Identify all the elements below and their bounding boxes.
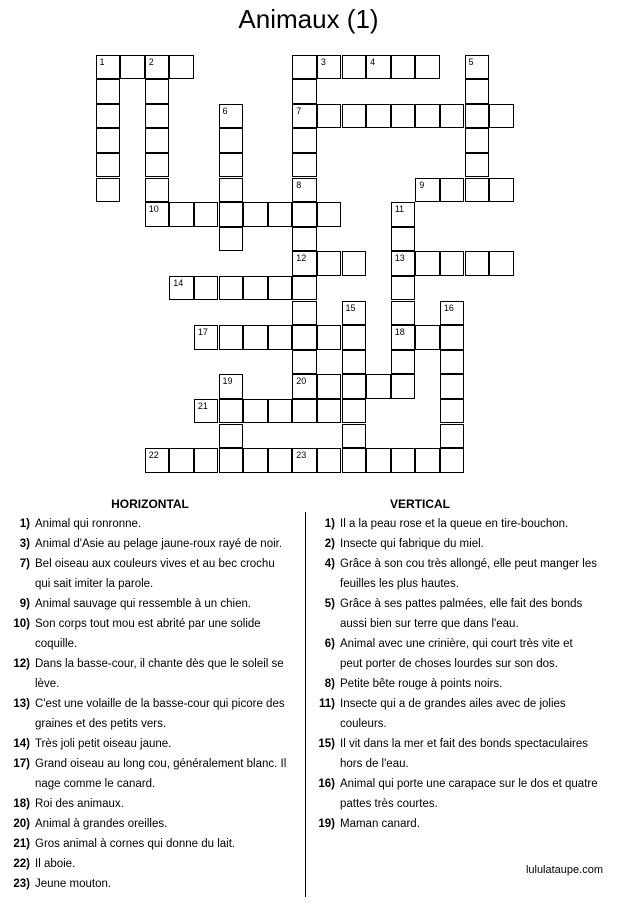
grid-cell[interactable] — [194, 276, 219, 301]
grid-cell[interactable] — [391, 55, 416, 80]
grid-cell[interactable] — [489, 251, 514, 276]
grid-number: 16 — [443, 302, 454, 313]
clue-number: 18) — [13, 798, 30, 810]
clue — [0, 814, 270, 834]
clue — [0, 794, 270, 814]
clue-text: Insecte qui a de grandes ailes avec de jolies — [340, 698, 566, 710]
clue-number: 17) — [13, 758, 30, 770]
clue-number: 16) — [318, 778, 335, 790]
grid-cell[interactable] — [219, 276, 244, 301]
clue — [305, 534, 610, 554]
grid-cell[interactable] — [440, 104, 465, 129]
grid-cell[interactable] — [391, 251, 416, 276]
grid-cell[interactable] — [317, 325, 342, 350]
grid-cell[interactable] — [489, 178, 514, 203]
grid-number: 6 — [222, 105, 228, 116]
grid-cell[interactable] — [243, 448, 268, 473]
grid-number: 5 — [468, 56, 474, 67]
clue-text: peut porter de choses lourdes sur son dos. — [340, 658, 558, 670]
grid-cell[interactable] — [292, 276, 317, 301]
grid-cell[interactable] — [292, 178, 317, 203]
grid-cell[interactable] — [120, 55, 145, 80]
grid-number: 21 — [197, 400, 208, 411]
grid-cell[interactable] — [145, 128, 170, 153]
grid-cell[interactable] — [169, 448, 194, 473]
clue — [305, 814, 610, 834]
clue — [305, 594, 610, 634]
grid-cell[interactable] — [342, 374, 367, 399]
clue-text: hors de l'eau. — [340, 758, 409, 770]
grid-cell[interactable] — [219, 374, 244, 399]
grid-cell[interactable] — [465, 178, 490, 203]
grid-cell[interactable] — [194, 325, 219, 350]
grid-cell[interactable] — [391, 301, 416, 326]
clue-text: Petite bête rouge à points noirs. — [340, 678, 503, 690]
clue-text: coquille. — [35, 638, 78, 650]
grid-cell[interactable] — [292, 301, 317, 326]
grid-cell[interactable] — [243, 399, 268, 424]
grid-number: 8 — [296, 179, 302, 190]
clue-number: 6) — [324, 638, 335, 650]
grid-cell[interactable] — [317, 374, 342, 399]
grid-cell[interactable] — [317, 399, 342, 424]
clue-text: Animal à grandes oreilles. — [35, 818, 168, 830]
grid-cell[interactable] — [342, 350, 367, 375]
grid-number: 7 — [296, 105, 302, 116]
grid-cell[interactable] — [194, 448, 219, 473]
clue — [0, 754, 287, 794]
page-title: Animaux (1) — [238, 4, 379, 34]
clue-number: 10) — [13, 618, 30, 630]
grid-cell[interactable] — [292, 251, 317, 276]
clue-text: Dans la basse-cour, il chante dès que le soleil se — [35, 658, 284, 670]
clue — [0, 554, 275, 594]
clue-text: Animal sauvage qui ressemble à un chien. — [35, 598, 252, 610]
clue-text: Grâce à ses pattes palmées, elle fait des bonds — [340, 598, 583, 610]
clue-text: nage comme le canard. — [35, 778, 156, 790]
grid-cell[interactable] — [415, 325, 440, 350]
grid-cell[interactable] — [391, 276, 416, 301]
grid-cell[interactable] — [415, 251, 440, 276]
clue — [0, 694, 285, 734]
grid-cell[interactable] — [342, 325, 367, 350]
grid-cell[interactable] — [391, 104, 416, 129]
clue — [305, 674, 610, 694]
clue-text: Très joli petit oiseau jaune. — [35, 738, 172, 750]
clue — [305, 514, 610, 534]
clue-number: 11) — [319, 698, 335, 710]
grid-cell[interactable] — [96, 104, 121, 129]
clue-number: 21) — [13, 838, 30, 850]
grid-cell[interactable] — [268, 325, 293, 350]
grid-cell[interactable] — [268, 399, 293, 424]
clue — [305, 734, 610, 774]
grid-cell[interactable] — [391, 350, 416, 375]
clue — [0, 874, 270, 894]
grid-cell[interactable] — [317, 55, 342, 80]
grid-cell[interactable] — [366, 448, 391, 473]
grid-cell[interactable] — [465, 79, 490, 104]
clue-number: 23) — [13, 878, 30, 890]
grid-cell[interactable] — [145, 448, 170, 473]
clue-text: feuilles les plus hautes. — [340, 578, 459, 590]
grid-cell[interactable] — [415, 55, 440, 80]
grid-cell[interactable] — [342, 251, 367, 276]
grid-cell[interactable] — [292, 227, 317, 252]
grid-cell[interactable] — [391, 202, 416, 227]
clue-text: Il a la peau rose et la queue en tire-bouchon. — [340, 518, 569, 530]
grid-number: 22 — [148, 450, 159, 461]
grid-cell[interactable] — [292, 399, 317, 424]
grid-cell[interactable] — [145, 178, 170, 203]
grid-cell[interactable] — [219, 153, 244, 178]
grid-cell[interactable] — [415, 448, 440, 473]
grid-cell[interactable] — [366, 374, 391, 399]
clue — [305, 774, 610, 814]
grid-cell[interactable] — [440, 178, 465, 203]
grid-number: 4 — [370, 56, 376, 67]
grid-cell[interactable] — [465, 104, 490, 129]
grid-cell[interactable] — [145, 104, 170, 129]
clue-number: 9) — [19, 598, 30, 610]
grid-cell[interactable] — [96, 79, 121, 104]
grid-cell[interactable] — [342, 301, 367, 326]
clue — [0, 834, 270, 854]
clue-number: 8) — [324, 678, 335, 690]
horizontal-header: HORIZONTAL — [111, 497, 189, 511]
clue-text: Maman canard. — [340, 818, 420, 830]
clue-text: Animal d'Asie au pelage jaune-roux rayé de noir. — [35, 538, 283, 550]
grid-number: 3 — [320, 56, 326, 67]
clue-text: qui sait imiter la parole. — [35, 578, 154, 590]
clue — [0, 534, 283, 554]
grid-cell[interactable] — [366, 104, 391, 129]
grid-cell[interactable] — [145, 55, 170, 80]
clue — [305, 694, 610, 734]
clue-number: 4) — [324, 558, 335, 570]
grid-cell[interactable] — [169, 276, 194, 301]
clue-number: 13) — [13, 698, 30, 710]
clue-number: 2) — [324, 538, 335, 550]
clue-text: pattes très courtes. — [340, 798, 438, 810]
grid-cell[interactable] — [292, 153, 317, 178]
grid-cell[interactable] — [391, 325, 416, 350]
clue — [0, 614, 270, 654]
grid-cell[interactable] — [292, 128, 317, 153]
grid-cell[interactable] — [440, 399, 465, 424]
grid-cell[interactable] — [342, 448, 367, 473]
grid-number: 15 — [345, 302, 356, 313]
grid-cell[interactable] — [342, 55, 367, 80]
grid-cell[interactable] — [342, 104, 367, 129]
grid-number: 17 — [197, 327, 208, 338]
clue — [0, 734, 270, 754]
grid-cell[interactable] — [219, 202, 244, 227]
grid-cell[interactable] — [243, 202, 268, 227]
clue-text: couleurs. — [340, 718, 387, 730]
clue-number: 3) — [19, 538, 30, 550]
grid-cell[interactable] — [342, 424, 367, 449]
clue-text: Jeune mouton. — [35, 878, 112, 890]
grid-cell[interactable] — [219, 104, 244, 129]
clue-text: Il aboie. — [35, 858, 76, 870]
grid-cell[interactable] — [415, 178, 440, 203]
grid-number: 1 — [99, 56, 105, 67]
grid-cell[interactable] — [292, 374, 317, 399]
clue-text: Grâce à son cou très allongé, elle peut manger les — [340, 558, 597, 570]
grid-cell[interactable] — [391, 448, 416, 473]
clue-text: lève. — [35, 678, 60, 690]
grid-cell[interactable] — [440, 448, 465, 473]
grid-cell[interactable] — [440, 325, 465, 350]
clue-number: 22) — [13, 858, 30, 870]
clue-text: Il vit dans la mer et fait des bonds spectaculaires — [340, 738, 589, 750]
grid-cell[interactable] — [465, 251, 490, 276]
grid-cell[interactable] — [219, 227, 244, 252]
clue-text: graines et des petits vers. — [35, 718, 167, 730]
grid-cell[interactable] — [292, 79, 317, 104]
grid-cell[interactable] — [219, 178, 244, 203]
grid-cell[interactable] — [292, 350, 317, 375]
grid-cell[interactable] — [440, 301, 465, 326]
clue-number: 20) — [13, 818, 30, 830]
clue-text: Son corps tout mou est abrité par une solide — [35, 618, 261, 630]
grid-cell[interactable] — [268, 448, 293, 473]
clue-number: 7) — [19, 558, 30, 570]
grid-cell[interactable] — [292, 325, 317, 350]
grid-number: 23 — [296, 450, 307, 461]
clue — [0, 594, 270, 614]
grid-cell[interactable] — [268, 202, 293, 227]
grid-number: 19 — [222, 376, 233, 387]
grid-cell[interactable] — [440, 424, 465, 449]
grid-number: 9 — [419, 179, 425, 190]
grid-number: 20 — [296, 376, 307, 387]
grid-cell[interactable] — [96, 128, 121, 153]
clue-text: Animal qui porte une carapace sur le dos et quatre — [340, 778, 598, 790]
grid-number: 18 — [394, 327, 405, 338]
clue-text: Roi des animaux. — [35, 798, 124, 810]
grid-cell[interactable] — [96, 178, 121, 203]
grid-number: 10 — [148, 204, 159, 215]
grid-cell[interactable] — [440, 251, 465, 276]
grid-cell[interactable] — [317, 202, 342, 227]
grid-cell[interactable] — [145, 79, 170, 104]
clue — [305, 554, 610, 594]
grid-cell[interactable] — [243, 325, 268, 350]
grid-cell[interactable] — [219, 128, 244, 153]
grid-cell[interactable] — [268, 276, 293, 301]
grid-cell[interactable] — [366, 55, 391, 80]
clue — [305, 634, 610, 674]
grid-cell[interactable] — [440, 350, 465, 375]
grid-cell[interactable] — [145, 153, 170, 178]
grid-cell[interactable] — [489, 104, 514, 129]
clue-text: Gros animal à cornes qui donne du lait. — [35, 838, 236, 850]
grid-cell[interactable] — [292, 202, 317, 227]
grid-cell[interactable] — [292, 448, 317, 473]
grid-cell[interactable] — [96, 55, 121, 80]
grid-number: 2 — [148, 56, 154, 67]
clue-text: Animal qui ronronne. — [35, 518, 142, 530]
grid-cell[interactable] — [219, 325, 244, 350]
clue-text: C'est une volaille de la basse-cour qui picore des — [35, 698, 285, 710]
clue-number: 15) — [318, 738, 335, 750]
grid-cell[interactable] — [317, 251, 342, 276]
clue-number: 14) — [13, 738, 30, 750]
clue — [0, 654, 284, 694]
grid-cell[interactable] — [169, 202, 194, 227]
clue — [0, 854, 270, 874]
grid-number: 12 — [296, 253, 307, 264]
clue — [0, 514, 270, 534]
grid-cell[interactable] — [219, 424, 244, 449]
clue-text: Animal avec une crinière, qui court très vite et — [340, 638, 573, 650]
clue-number: 12) — [13, 658, 30, 670]
clue-number: 1) — [324, 518, 335, 530]
grid-cell[interactable] — [391, 374, 416, 399]
grid-cell[interactable] — [194, 202, 219, 227]
vertical-header: VERTICAL — [390, 497, 450, 511]
clue-text: Bel oiseau aux couleurs vives et au bec crochu — [35, 558, 275, 570]
clue-number: 1) — [19, 518, 30, 530]
grid-cell[interactable] — [96, 153, 121, 178]
grid-cell[interactable] — [465, 128, 490, 153]
grid-cell[interactable] — [317, 448, 342, 473]
clue-number: 19) — [318, 818, 335, 830]
grid-number: 11 — [394, 204, 405, 215]
grid-cell[interactable] — [342, 399, 367, 424]
grid-cell[interactable] — [465, 153, 490, 178]
grid-cell[interactable] — [219, 399, 244, 424]
grid-cell[interactable] — [292, 55, 317, 80]
grid-number: 14 — [173, 277, 184, 288]
clue-text: aussi bien sur terre que dans l'eau. — [340, 618, 519, 630]
grid-cell[interactable] — [317, 104, 342, 129]
grid-cell[interactable] — [219, 448, 244, 473]
grid-cell[interactable] — [194, 399, 219, 424]
grid-cell[interactable] — [292, 104, 317, 129]
grid-cell[interactable] — [440, 374, 465, 399]
grid-cell[interactable] — [145, 202, 170, 227]
clue-text: Insecte qui fabrique du miel. — [340, 538, 484, 550]
site-credit: lululataupe.com — [525, 864, 603, 876]
grid-cell[interactable] — [465, 55, 490, 80]
grid-cell[interactable] — [169, 55, 194, 80]
grid-cell[interactable] — [243, 276, 268, 301]
clue-number: 5) — [324, 598, 335, 610]
grid-cell[interactable] — [391, 227, 416, 252]
clue-text: Grand oiseau au long cou, généralement blanc. Il — [35, 758, 287, 770]
grid-cell[interactable] — [415, 104, 440, 129]
grid-number: 13 — [394, 253, 405, 264]
